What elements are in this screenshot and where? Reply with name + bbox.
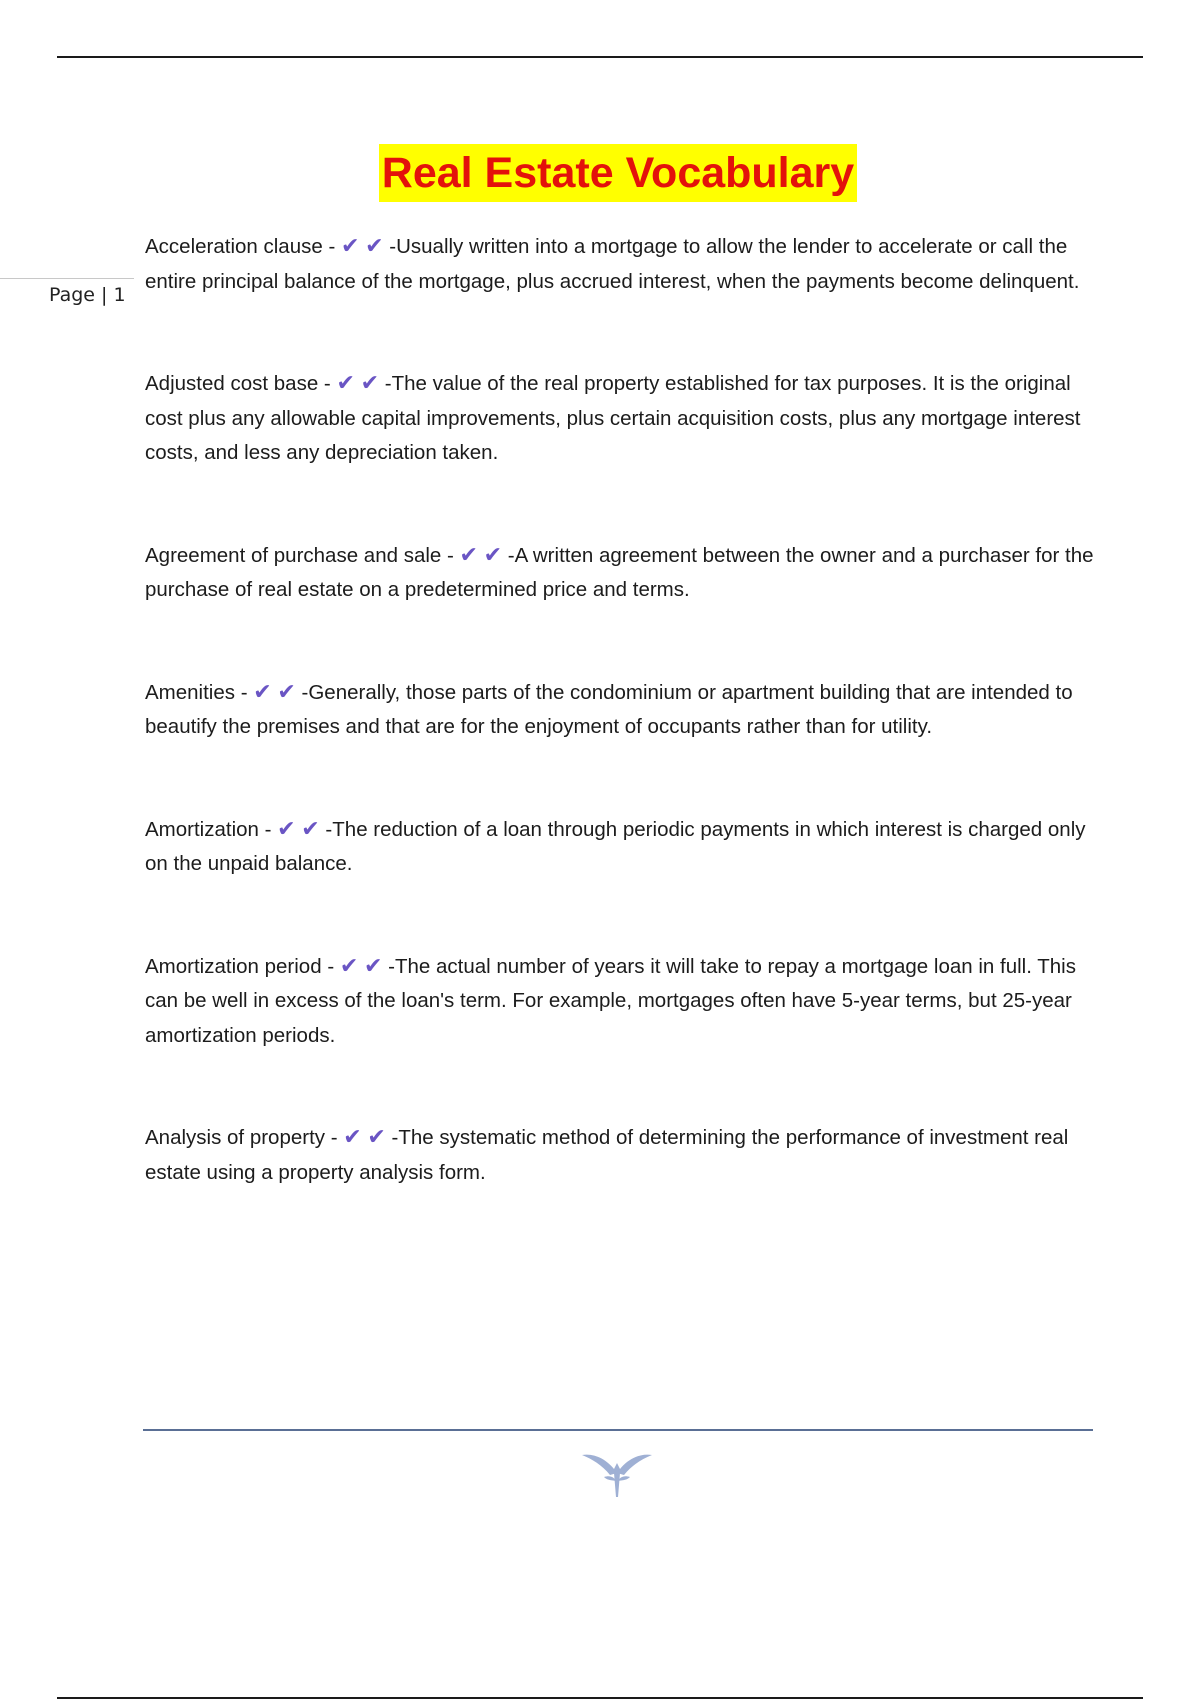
- top-rule: [57, 56, 1143, 58]
- check-icon: ✔: [343, 1125, 362, 1150]
- check-icon: ✔: [365, 234, 384, 259]
- vocab-term: Acceleration clause: [145, 235, 323, 258]
- vocab-definition: The reduction of a loan through periodic payments in which interest is charged only on the unpaid balance.: [145, 817, 1086, 875]
- check-icon: ✔: [277, 679, 296, 705]
- page-number: Page | 1: [49, 284, 126, 306]
- check-icon: ✔: [367, 1125, 386, 1150]
- page-title: Real Estate Vocabulary: [379, 144, 857, 202]
- check-icon: ✔: [459, 542, 478, 568]
- check-icon: ✔: [253, 679, 272, 705]
- bottom-rule: [57, 1697, 1143, 1699]
- vocab-term: Amenities: [145, 680, 236, 704]
- title-wrap: [0, 144, 1200, 202]
- vocab-term: Adjusted cost base: [145, 372, 319, 395]
- vocab-definition: The systematic method of determining the performance of investment real estate using a property analysis form.: [145, 1126, 1069, 1184]
- vocab-entry: Amortization - ✔ ✔ -The reduction of a loan through periodic payments in which interest is charged only on the unpaid balance.: [145, 816, 1086, 875]
- vocab-entry: Adjusted cost base - ✔ ✔ -The value of the real property established for tax purposes. It is the original cost plus any allowable capital improvements, plus certain acquisition costs, plus any mortgage interest costs, and less any depreciation taken.: [145, 371, 1081, 464]
- vocab-entry: Acceleration clause - ✔ ✔ -Usually written into a mortgage to allow the lender to accelerate or call the entire principal balance of the mortgage, plus accrued interest, when the payments become delinquent.: [145, 234, 1080, 293]
- vocab-term: Agreement of purchase and sale: [145, 543, 442, 567]
- vocab-definition: The value of the real property established for tax purposes. It is the original cost plus any allowable capital improvements, plus certain acquisition costs, plus any mortgage interest costs, and less any depreciation taken.: [145, 372, 1081, 464]
- vocab-entry: Agreement of purchase and sale - ✔ ✔ -A written agreement between the owner and a purchaser for the purchase of real estate on a predetermined price and terms.: [145, 542, 1094, 601]
- check-icon: ✔: [363, 953, 383, 979]
- check-icon: ✔: [360, 371, 380, 396]
- vocab-entry: Amenities - ✔ ✔ -Generally, those parts of the condominium or apartment building that are intended to beautify the premises and that are for the enjoyment of occupants rather than for utility.: [145, 679, 1073, 738]
- footer-rule: [143, 1429, 1093, 1431]
- vocab-entry: Analysis of property - ✔ ✔ -The systematic method of determining the performance of investment real estate using a property analysis form.: [145, 1125, 1069, 1184]
- vocab-term: Amortization period: [145, 954, 322, 978]
- vocab-definition: A written agreement between the owner and a purchaser for the purchase of real estate on a predetermined price and terms.: [145, 543, 1094, 601]
- bird-logo-icon: [580, 1447, 654, 1499]
- vocab-term: Amortization: [145, 817, 259, 841]
- vocabulary-list: [145, 230, 1095, 1190]
- check-icon: ✔: [340, 234, 360, 259]
- check-icon: ✔: [277, 816, 296, 842]
- vocab-entry: Amortization period - ✔ ✔ -The actual number of years it will take to repay a mortgage loan in full. This can be well in excess of the loan's term. For example, mortgages often have 5-year terms, but 25-year amortization periods.: [145, 953, 1076, 1047]
- check-icon: ✔: [483, 542, 503, 568]
- check-icon: ✔: [339, 953, 359, 979]
- vocab-term: Analysis of property: [145, 1126, 326, 1149]
- vocab-definition: Generally, those parts of the condominium or apartment building that are intended to beautify the premises and that are for the enjoyment of occupants rather than for utility.: [145, 680, 1073, 738]
- page-margin-tab: [0, 278, 134, 279]
- check-icon: ✔: [336, 371, 355, 396]
- vocab-definition: The actual number of years it will take to repay a mortgage loan in full. This can be well in excess of the loan's term. For example, mortgages often have 5-year terms, but 25-year amortization periods.: [145, 954, 1076, 1047]
- vocab-definition: Usually written into a mortgage to allow the lender to accelerate or call the entire principal balance of the mortgage, plus accrued interest, when the payments become delinquent.: [145, 235, 1080, 293]
- check-icon: ✔: [301, 816, 320, 842]
